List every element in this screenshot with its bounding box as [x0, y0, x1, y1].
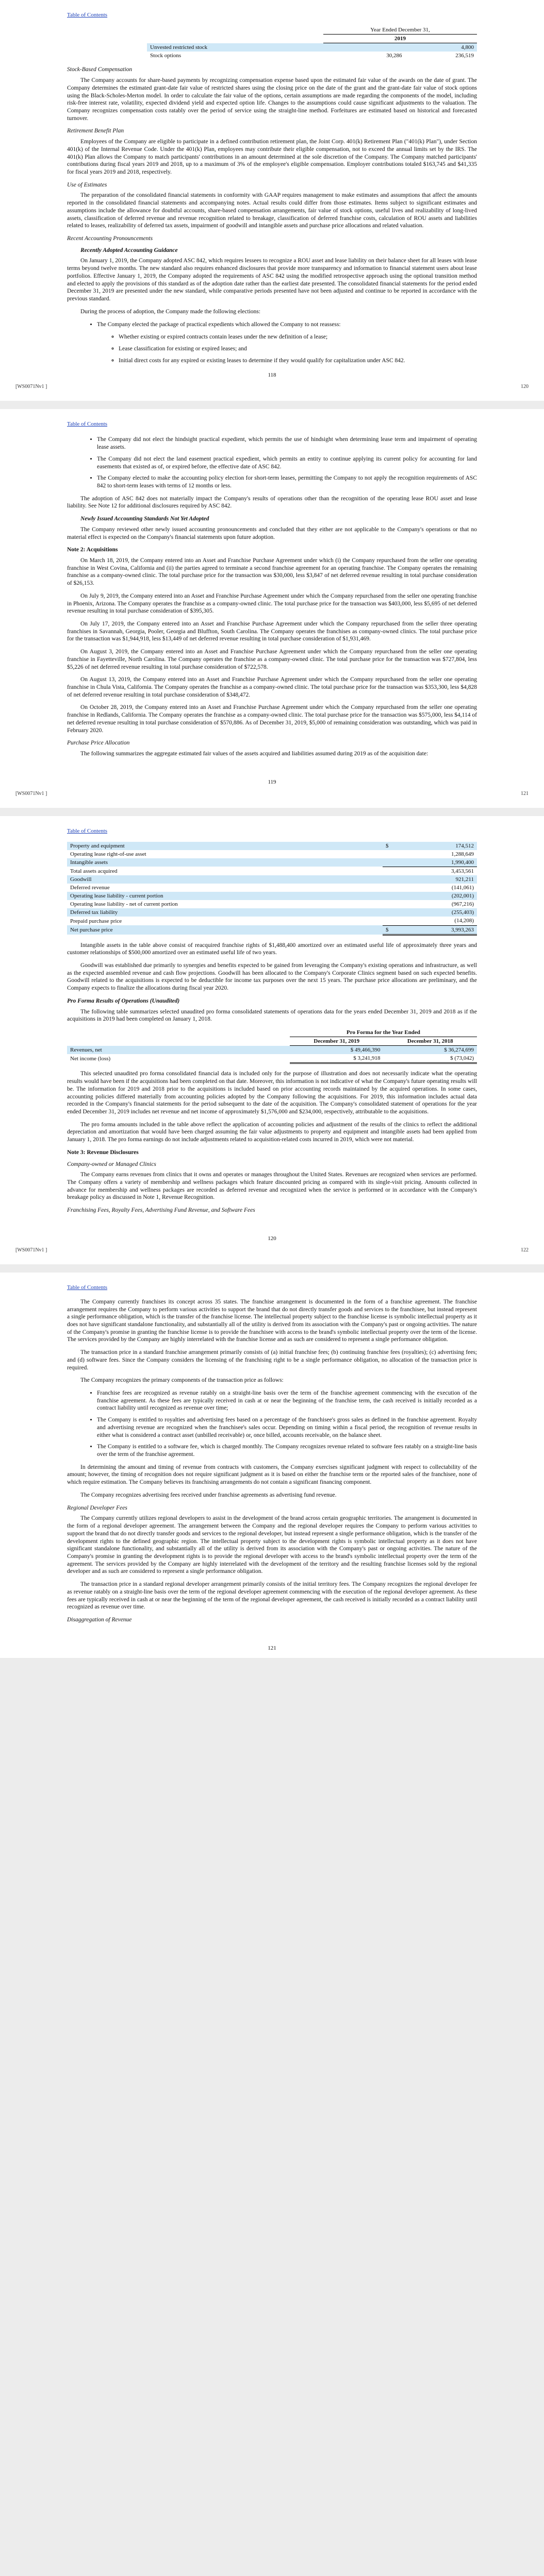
paragraph: During the process of adoption, the Company made the following elections: [80, 308, 261, 315]
subsection-heading: Franchising Fees, Royalty Fees, Advertising Fund Revenue, and Software Fees [67, 1207, 255, 1214]
page-footer [15, 791, 529, 802]
page-separator [0, 1264, 544, 1273]
list-item: ◦ Whether existing or expired contracts contain leases under the new definition of a lease; [119, 333, 477, 341]
page-separator [0, 808, 544, 816]
table-row: Operating lease liability - net of current portion (967,216) [70, 901, 474, 908]
paragraph: The preparation of the consolidated financial statements in conformity with GAAP requires management to make estimates and assumptions that affect the amounts reported in the consolidated financial statements and accompanying notes. Actual results could differ from those estimates. Items subject to significant estimates and assumptions include the allowance for doubtful accounts, share-based compensation arrangements, fair value of stock options, useful lives and realizability of long-lived assets, classification of deferred revenue and revenue recognition related to breakage, classification of deferred franchise costs, calculation of ROU assets and liabilities related to leases, realizability of deferred tax assets, impairment of goodwill and intangible assets and purchase price allocations and related valuation. [67, 192, 477, 229]
table-row: Goodwill 921,211 [67, 875, 477, 884]
paragraph: The Company recognizes advertising fees received under franchise agreements as advertising fund revenue. [80, 1492, 337, 1498]
section-heading: Regional Developer Fees [67, 1504, 127, 1511]
subsection-heading: Recently Adopted Accounting Guidance [80, 247, 178, 253]
page-number: 119 [268, 778, 276, 785]
paragraph: The Company earns revenues from clinics that it owns and operates or manages throughout the United States. Revenues are recognized when services are performed. The Company offers a variety of membership and wellness packages which feature discounted pricing as compared with its single-visit pricing. Amounts collected in advance for membership and wellness packages are recorded as deferred revenue and recognized when the service is performed or in accordance with the Company's breakage policy as discussed in Note 1, Revenue Recognition. [67, 1172, 477, 1201]
list-item: ◦ Initial direct costs for any expired or existing leases to determine if they would qualify for capitalization under ASC 842. [119, 357, 477, 365]
table-row: Property and equipment $ 174,512 [67, 842, 477, 850]
paragraph: On January 1, 2019, the Company adopted ASC 842, which requires lessees to recognize a ROU asset and lease liability on their balance sheet for all leases with lease terms beyond twelve months. The new standard also requires enhanced disclosures that provide more transparency and information to financial statement users about lease portfolios. Effective January 1, 2019, the Company adopted the requirements of ASC 842 using the modified retrospective approach using the optional transition method and elected to apply the provisions of this standard as of the adoption date rather than the earliest date presented. The consolidated financial statements for the period ended December 31, 2019 are presented under the new standard, while comparative periods presented have not been adjusted and continue to be reported in accordance with the previous standard. [67, 258, 477, 302]
paragraph: The Company currently utilizes regional developers to assist in the development of the brand across certain geographic territories. The arrangement is documented in the form of a regional developer agreement. The arrangement between the Company and the regional developer requires the Company to perform various activities to support the brand that do not directly transfer goods and services to the regional developer, but instead represent a single performance obligation, which is the transfer of the development rights to the defined geographic region. The intellectual property subject to the development rights is symbolic intellectual property as it does not have significant standalone functionality, and substantially all of the utility is derived from its association with the Company's past or ongoing activities. The nature of the Company's promise in granting the development rights is to provide the regional developer with access to the brand's symbolic intellectual property over the term of the agreement. The services provided by the Company are highly interrelated with the development of the territory and the resulting franchise licenses sold by the regional developer and as such are considered to represent a single performance obligation. [67, 1515, 477, 1575]
page-footer [15, 384, 529, 395]
paragraph: The pro forma amounts included in the table above reflect the application of accounting policies and adjustment of the results of the clinics to reflect the additional depreciation and amortization that would have been charged assuming the fair value adjustments to property and equipment and intangible assets had been applied from January 1, 2018. The pro forma earnings do not include adjustments related to acquisition-related costs incurred in 2019, which were not material. [67, 1121, 477, 1143]
table-header-col: December 31, 2018 [384, 1037, 477, 1046]
paragraph: The Company currently franchises its concept across 35 states. The franchise arrangement is documented in the form of a franchise agreement. The franchise arrangement requires the Company to perform various activities to support the brand that do not directly transfer goods and services to the franchisee, but instead represent a single performance obligation, which is the transfer of the franchise license. The intellectual property subject to the franchise license is symbolic intellectual property as it does not have significant standalone functionality, and substantially all of the utility is derived from its association with the Company's past or ongoing activities. The nature of the Company's promise in granting the franchise license is to provide the franchisee with access to the brand's symbolic intellectual property over the term of the license. The services provided by the Company are highly interrelated with the franchise license and as such are considered to represent a single performance obligation. [67, 1298, 477, 1343]
page-separator [0, 401, 544, 409]
paragraph: On March 18, 2019, the Company entered into an Asset and Franchise Purchase Agreement under which (i) the Company repurchased from the seller one operating franchise in West Covina, California and (ii) the parties agreed to terminate a second franchise agreement for an operating franchise. The Company operates the remaining franchise as a company-owned clinic. The total purchase price for the transaction was $30,000, less $3,847 of net deferred revenue resulting in total purchase consideration of $26,153. [67, 557, 477, 587]
section-heading: Purchase Price Allocation [67, 740, 130, 747]
paragraph: The following table summarizes selected unaudited pro forma consolidated statements of operations data for the years ended December 31, 2019 and 2018 as if the acquisitions in 2019 had been completed on January 1, 2018. [67, 1008, 477, 1023]
list-item: • The Company elected the package of practical expedients which allowed the Company to not reassess: [97, 321, 477, 329]
subsection-heading: Newly Issued Accounting Standards Not Yet Adopted [80, 516, 209, 522]
paragraph: Employees of the Company are eligible to participate in a defined contribution retirement plan, the Joint Corp. 401(k) Retirement Plan ("401(k) Plan"), under Section 401(k) of the Internal Revenue Code. Under the 401(k) Plan, employees may contribute their eligible compensation, not to exceed the annual limits set by the IRS. The 401(k) Plan allows the Company to match participants' contributions in an amount determined at the sole discretion of the Company. The Company matched participants' contributions during fiscal years 2019 and 2018, up to a maximum of 3% of the employee's eligible compensation. Employer contributions totaled $163,745 and $41,335 for fiscal years 2019 and 2018, respectively. [67, 139, 477, 176]
table-header: Pro Forma for the Year Ended [290, 1028, 477, 1037]
list-item: ◦ Lease classification for existing or expired leases; and [119, 345, 477, 353]
list-item: • The Company is entitled to a software fee, which is charged monthly. The Company recognizes revenue related to software fees ratably on a straight-line basis over the term of the franchise agreement. [97, 1443, 477, 1458]
page-number: 120 [268, 1235, 276, 1242]
paragraph: The adoption of ASC 842 does not materially impact the Company's results of operations other than the recognition of the operating lease ROU asset and lease liability. See Note 12 for additional disclosures required by ASC 842. [67, 495, 477, 510]
table-of-contents-link[interactable]: Table of Contents [67, 827, 108, 834]
footer-code: [WS0071Nv1 ] [15, 384, 47, 390]
list-item: • Franchise fees are recognized as revenue ratably on a straight-line basis over the term of the franchise agreement commencing with the execution of the franchise agreement. As these fees are typically received in cash at or near the beginning of the franchise term, the cash received is initially recorded as a contract liability until recognized as revenue over time; [97, 1389, 477, 1412]
table-row: Total assets acquired 3,453,561 [70, 868, 474, 874]
page-number: 121 [268, 1645, 276, 1651]
table-row: Stock options 30,286 236,519 [150, 53, 474, 59]
table-header-year: 2019 [323, 35, 477, 43]
table-row: Net income (loss) $ 3,241,918 $ (73,042) [67, 1054, 477, 1063]
document-page [0, 0, 544, 401]
footer-page-number: 121 [521, 790, 529, 796]
paragraph: The Company accounts for share-based payments by recognizing compensation expense based upon the estimated fair value of the awards on the date of grant. The Company determines the estimated grant-date fair value of restricted shares using the closing price on the date of the grant and the grant-date fair value of stock options using the Black-Scholes-Merton model. In order to calculate the fair value of the options, certain assumptions are made regarding the components of the model, including risk-free interest rate, volatility, expected dividend yield and expected option life. Changes to the assumptions could cause significant adjustments to the valuation. The Company recognizes compensation costs ratably over the period of service using the straight-line method. Forfeitures are estimated based on historical and forecasted turnover. [67, 77, 477, 122]
table-row: Intangible assets 1,990,400 [67, 858, 477, 867]
antidilutive-securities-table [147, 26, 477, 60]
section-heading: Pro Forma Results of Operations (Unaudited) [67, 997, 180, 1004]
table-row: Net purchase price $ 3,993,263 [67, 925, 477, 935]
purchase-price-allocation-table [67, 842, 477, 936]
paragraph: This selected unaudited pro forma consolidated financial data is included only for the purpose of illustration and does not necessarily indicate what the operating results would have been if the acquisitions had been completed on that date. Moreover, this information is not indicative of what the Company's future operating results will be. The information for 2019 and 2018 prior to the acquisitions is included based on prior accounting records maintained by the acquired operations. In some cases, accounting policies differed materially from accounting policies adopted by the Company following the acquisitions. For 2019, this information includes actual data recorded in the Company's financial statements for the period subsequent to the date of the acquisition. The Company's consolidated statement of operations for the year ended December 31, 2019 includes net revenue and net income of approximately $1,576,000 and $234,000, respectively, attributable to the acquisitions. [67, 1071, 477, 1115]
paragraph: The Company reviewed other newly issued accounting pronouncements and concluded that they either are not applicable to the Company's operations or that no material effect is expected on the Company's financial statements upon future adoption. [67, 526, 477, 540]
page-footer [15, 1247, 529, 1258]
list-item: • The Company elected to make the accounting policy election for short-term leases, permitting the Company to not apply the recognition requirements of ASC 842 to short-term leases with terms of 12 months or less. [97, 474, 477, 489]
footer-page-number: 120 [521, 384, 529, 390]
document-page [0, 816, 544, 1264]
bullet-list [67, 436, 477, 489]
table-row: Revenues, net $ 49,466,390 $ 36,274,699 [67, 1046, 477, 1055]
pro-forma-table [67, 1028, 477, 1064]
paragraph: The Company recognizes the primary components of the transaction price as follows: [80, 1377, 284, 1384]
sub-bullet-list [67, 333, 477, 364]
section-heading: Stock-Based Compensation [67, 66, 133, 73]
bullet-list [67, 1389, 477, 1459]
table-row: Operating lease right-of-use asset 1,288,649 [70, 851, 474, 857]
table-of-contents-link[interactable]: Table of Contents [67, 421, 108, 428]
paragraph: The transaction price in a standard regional developer arrangement primarily consists of the initial territory fees. The Company recognizes the regional developer fee as revenue ratably on a straight-line basis over the term of the regional developer agreement commencing with the execution of the regional developer agreement. As these fees are typically received in cash at or near the beginning of the term of the regional developer agreement, the cash received is initially recorded as a contract liability until recognized as revenue over time. [67, 1581, 477, 1611]
table-of-contents-link[interactable]: Table of Contents [67, 1284, 108, 1291]
document-page [0, 409, 544, 807]
list-item: • The Company did not elect the hindsight practical expedient, which permits the use of hindsight when determining lease term and impairment of operating lease assets. [97, 436, 477, 451]
paragraph: On July 17, 2019, the Company entered into an Asset and Franchise Purchase Agreement under which the Company repurchased from the seller three operating franchises in Savannah, Georgia, Pooler, Georgia and Bluffton, South Carolina. The Company operates the franchises as company-owned clinics. The total purchase price for the transaction was $1,944,918, less $13,449 of net deferred revenue resulting in total purchase consideration of $1,931,469. [67, 621, 477, 642]
table-row: Deferred revenue (141,061) [70, 885, 474, 891]
table-row: Unvested restricted stock 4,800 [147, 43, 477, 52]
section-heading: Recent Accounting Pronouncements [67, 235, 153, 242]
footer-code: [WS0071Nv1 ] [15, 790, 47, 796]
table-header-col: December 31, 2019 [290, 1037, 384, 1046]
note-heading: Note 3: Revenue Disclosures [67, 1149, 139, 1156]
section-heading: Retirement Benefit Plan [67, 128, 124, 134]
document-page [0, 1273, 544, 1658]
paragraph: On August 13, 2019, the Company entered into an Asset and Franchise Purchase Agreement under which the Company repurchased from the seller one operating franchise in Chula Vista, California. The Company operates the franchise as a company-owned clinic. The total purchase price for the transaction was $353,300, less $4,828 of net deferred revenue resulting in total purchase consideration of $348,472. [67, 676, 477, 698]
page-number: 118 [268, 372, 276, 379]
paragraph: The transaction price in a standard franchise arrangement primarily consists of (a) initial franchise fees; (b) continuing franchise fees (royalties); (c) advertising fees; and (d) software fees. Since the Company considers the licensing of the franchising right to be a single performance obligation, no allocation of the transaction price is required. [67, 1349, 477, 1371]
list-item: • The Company did not elect the land easement practical expedient, which permits an entity to continue applying its current policy for accounting for land easements that existed as of, or expired before, the effective date of ASC 842. [97, 455, 477, 470]
section-heading: Use of Estimates [67, 181, 107, 188]
paragraph: On August 3, 2019, the Company entered into an Asset and Franchise Purchase Agreement under which the Company repurchased from the seller one operating franchise in Fayetteville, North Carolina. The Company operates the franchise as a company-owned clinic. The total purchase price for the transaction was $727,804, less $5,226 of net deferred revenue resulting in total purchase consideration of $722,578. [67, 649, 477, 670]
paragraph: On October 28, 2019, the Company entered into an Asset and Franchise Purchase Agreement under which the Company repurchased from the seller one operating franchise in Redlands, California. The Company operates the franchise as a company-owned clinic. The total purchase price for the transaction was $575,000, less $4,114 of net deferred revenue resulting in total purchase consideration of $570,886. As of December 31, 2019, $5,000 of remaining consideration was outstanding, which was paid in February 2020. [67, 704, 477, 734]
paragraph: Goodwill was established due primarily to synergies and benefits expected to be gained from leveraging the Company's existing operations and infrastructure, as well as the expected assembled revenue and cash flow projections. Goodwill has been allocated to the Company's Corporate Clinics segment based on such expected benefits. Goodwill related to the acquisitions is expected to be deductible for income tax purposes over the next 15 years. The purchase price allocations are preliminary, and the Company expects to finalize the allocations during fiscal year 2020. [67, 962, 477, 992]
note-heading: Note 2: Acquisitions [67, 547, 118, 553]
paragraph: On July 9, 2019, the Company entered into an Asset and Franchise Purchase Agreement under which the Company repurchased from the seller one operating franchise in Phoenix, Arizona. The Company operates the franchise as a company-owned clinic. The total purchase price for the transaction was $403,000, less $5,695 of net deferred revenue resulting in total purchase consideration of $395,305. [67, 592, 477, 615]
footer-code: [WS0071Nv1 ] [15, 1247, 47, 1253]
table-row: Operating lease liability - current portion (202,001) [67, 892, 477, 900]
paragraph: The following summarizes the aggregate estimated fair values of the assets acquired and liabilities assumed during 2019 as of the acquisition date: [80, 751, 428, 757]
paragraph: In determining the amount and timing of revenue from contracts with customers, the Company exercises significant judgment with respect to collectability of the amount; however, the timing of recognition does not require significant judgment as it is based on either the franchise term or the reported sales of the franchisee, none of which require estimation. The Company believes its franchising arrangements do not contain a significant financing component. [67, 1464, 477, 1486]
list-item: • The Company is entitled to royalties and advertising fees based on a percentage of the franchisee's gross sales as defined in the franchise agreement. Royalty and advertising revenue are recognized when the franchisee's sales occur. Depending on timing within a fiscal period, the recognition of revenue results in either what is considered a contract asset (unbilled receivable) or, once billed, accounts receivable, on the balance sheet. [97, 1416, 477, 1439]
footer-page-number: 122 [521, 1247, 529, 1253]
section-heading: Disaggregation of Revenue [67, 1616, 132, 1623]
table-row: Deferred tax liability (255,403) [67, 908, 477, 917]
table-of-contents-link[interactable]: Table of Contents [67, 12, 108, 18]
table-row: Prepaid purchase price (14,208) [67, 917, 477, 925]
subsection-heading: Company-owned or Managed Clinics [67, 1161, 156, 1167]
table-header: Year Ended December 31, [323, 26, 477, 35]
bullet-list [67, 321, 477, 329]
paragraph: Intangible assets in the table above consist of reacquired franchise rights of $1,488,400 amortized over an estimated useful life of approximately three years and customer relationships of $500,000 amortized over an estimated useful life of two years. [67, 942, 477, 956]
